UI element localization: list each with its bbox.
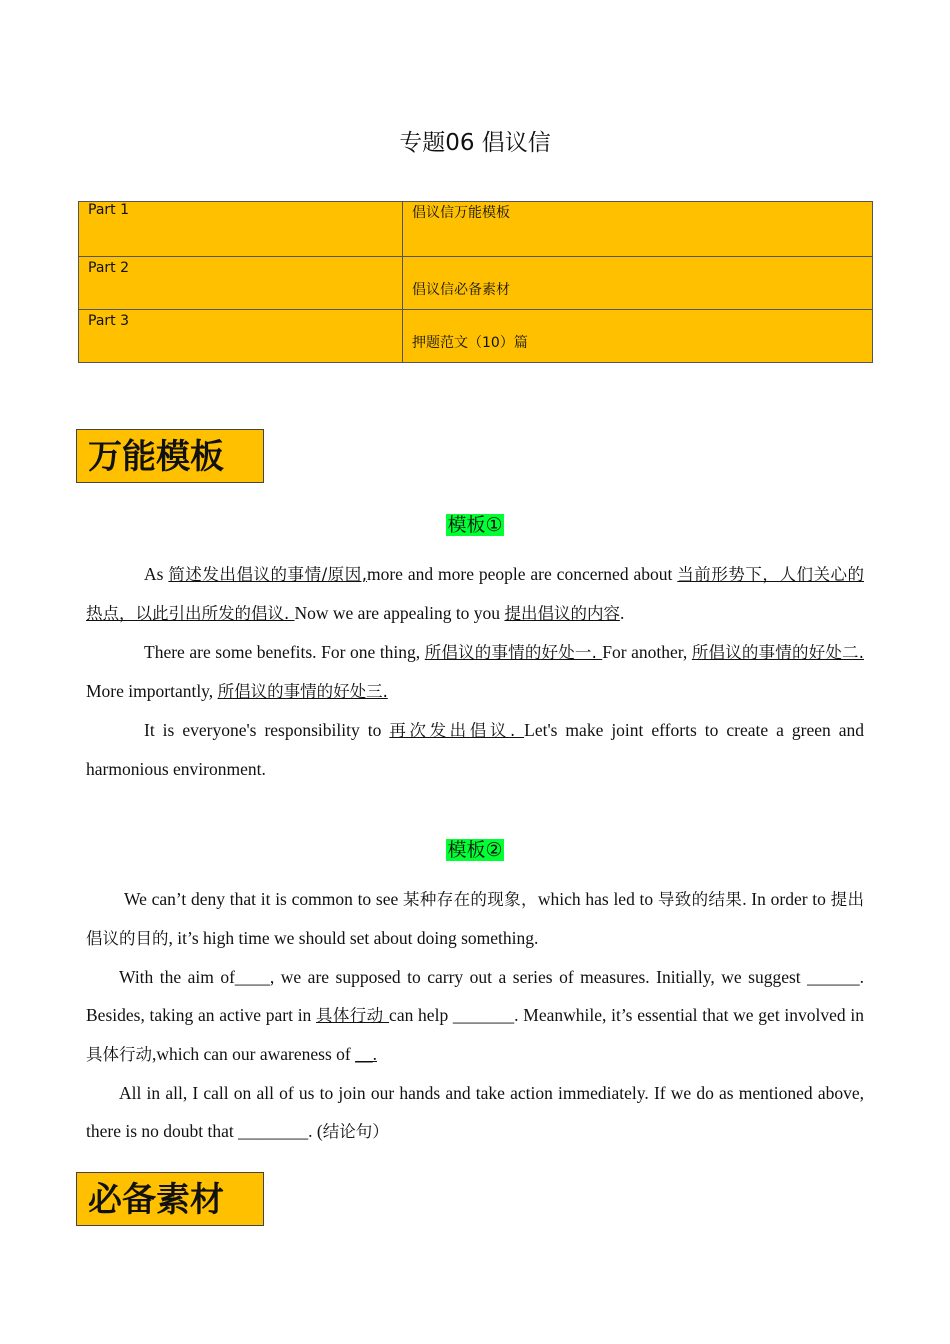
placeholder-text: 简述发出倡议的事情/原因,: [168, 565, 367, 584]
text: , it’s high time we should set about doing something.: [168, 928, 539, 948]
placeholder-text: 具体行动: [316, 1006, 390, 1025]
placeholder-text: 所倡议的事情的好处二.: [691, 643, 864, 662]
table-row: [79, 310, 873, 363]
text: More importantly,: [86, 681, 218, 701]
placeholder-text: 某种存在的现象，: [403, 890, 538, 909]
template-1-heading-label: 模板①: [447, 514, 503, 536]
template-2-paragraph-1: [86, 880, 864, 958]
text: With the aim of____, we are supposed to carry out a series of measures. Initially, we suggest ______. Besides, taking an active part in: [86, 967, 864, 1025]
text: As: [144, 564, 169, 584]
placeholder-text: 导致的结果: [657, 890, 743, 909]
text: .: [619, 603, 625, 623]
section-heading-templates: 万能模板: [76, 429, 264, 483]
text: It is everyone's responsibility to: [144, 720, 390, 740]
text: can help _______. Meanwhile, it’s essential that we get involved in: [389, 1005, 864, 1025]
part-label: Part 2: [79, 257, 403, 310]
part-topic: 倡议信必备素材: [403, 257, 873, 310]
page-title: 专题06 倡议信: [399, 130, 551, 156]
placeholder-text: 再次发出倡议.: [389, 721, 525, 740]
text: For another,: [602, 642, 692, 662]
part-label: Part 1: [79, 202, 403, 257]
part-label: Part 3: [79, 310, 403, 363]
placeholder-text: 所倡议的事情的好处一.: [424, 643, 603, 662]
template-1-paragraph-2: [86, 633, 864, 711]
placeholder-text: 当前形势下，人们关心的热点，以此引出所发的倡议.: [86, 565, 865, 623]
template-1-heading: [0, 510, 950, 537]
text: . In order to: [742, 889, 831, 909]
text: more and more people are concerned about: [366, 564, 678, 584]
template-2-paragraph-2: [86, 958, 864, 1074]
table-row: [79, 202, 873, 257]
contents-table: [78, 201, 873, 363]
template-2-heading: [0, 835, 950, 862]
text: Let's make joint efforts to create a green and harmonious environment.: [86, 720, 865, 779]
template-2-heading-label: 模板②: [447, 839, 503, 861]
template-2-body: [86, 880, 864, 1151]
placeholder-text: 具体行动: [86, 1045, 152, 1064]
placeholder-text: 所倡议的事情的好处三.: [217, 682, 388, 701]
template-2-paragraph-3: [86, 1074, 864, 1151]
text: All in all, I call on all of us to join our hands and take action immediately. If we do as mentioned above, there is no doubt that ________. (: [86, 1083, 864, 1141]
blank: __.: [355, 1044, 377, 1064]
placeholder-text: 提出倡议的内容: [504, 604, 620, 623]
template-1-paragraph-1: [86, 555, 864, 633]
text: Now we are appealing to you: [294, 603, 505, 623]
template-1-body: [86, 555, 864, 788]
text: We can’t deny that it is common to see: [124, 889, 403, 909]
text: ,which can our awareness of: [152, 1044, 356, 1064]
part-topic: 倡议信万能模板: [403, 202, 873, 257]
part-topic: 押题范文（10）篇: [403, 310, 873, 363]
placeholder-text: 结论句）: [322, 1122, 389, 1141]
text: There are some benefits. For one thing,: [144, 642, 425, 662]
template-1-paragraph-3: [86, 711, 864, 788]
text: which has led to: [537, 889, 658, 909]
placeholder-text: 提出倡议的目的: [86, 890, 864, 948]
section-heading-materials: 必备素材: [76, 1172, 264, 1226]
table-row: [79, 257, 873, 310]
